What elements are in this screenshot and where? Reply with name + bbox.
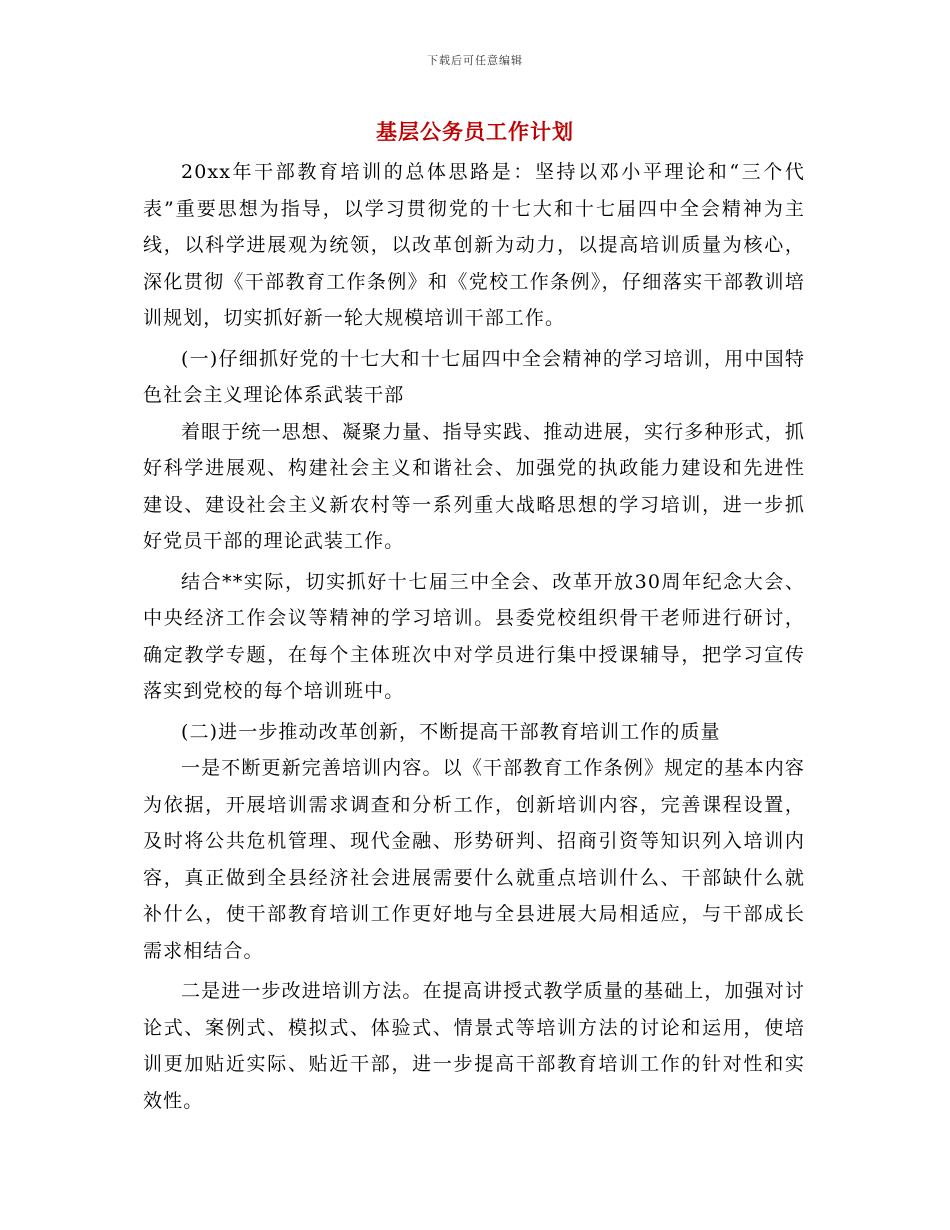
document-body [143, 154, 805, 1119]
paragraph-section-2-item-1: 一是不断更新完善培训内容。以《干部教育工作条例》规定的基本内容为依据，开展培训需求调查和分析工作，创新培训内容，完善课程设置，及时将公共危机管理、现代金融、形势研判、招商引资等知识列入培训内容，真正做到全县经济社会进展需要什么就重点培训什么、干部缺什么就补什么，使干部教育培训工作更好地与全县进展大局相适应，与干部成长需求相结合。 [143, 757, 805, 962]
paragraph-section-1-body: 着眼于统一思想、凝聚力量、指导实践、推动进展，实行多种形式，抓好科学进展观、构建社会主义和谐社会、加强党的执政能力建设和先进性建设、建设社会主义新农村等一系列重大战略思想的学习培训，进一步抓好党员干部的理论武装工作。 [143, 420, 805, 552]
paragraph-section-2-item-2: 二是进一步改进培训方法。在提高讲授式教学质量的基础上，加强对讨论式、案例式、模拟式、体验式、情景式等培训方法的讨论和运用，使培训更加贴近实际、贴近干部，进一步提高干部教育培训工作的针对性和实效性。 [143, 980, 805, 1112]
paragraph-intro: 20xx年干部教育培训的总体思路是：坚持以邓小平理论和“三个代表”重要思想为指导，以学习贯彻党的十七大和十七届四中全会精神为主线，以科学进展观为统领，以改革创新为动力，以提高培训质量为核心，深化贯彻《干部教育工作条例》和《党校工作条例》，仔细落实干部教训培训规划，切实抓好新一轮大规模培训干部工作。 [143, 161, 805, 329]
header-note: 下载后可任意编辑 [427, 54, 523, 67]
paragraph-section-1-detail: 结合**实际，切实抓好十七届三中全会、改革开放30周年纪念大会、中央经济工作会议等精神的学习培训。县委党校组织骨干老师进行研讨，确定教学专题，在每个主体班次中对学员进行集中授课辅导，把学习宣传落实到党校的每个培训班中。 [143, 570, 805, 702]
paragraph-section-1-heading: (一)仔细抓好党的十七大和十七届四中全会精神的学习培训，用中国特色社会主义理论体系武装干部 [143, 347, 805, 406]
document-title: 基层公务员工作计划 [376, 120, 574, 144]
paragraph-section-2-heading: (二)进一步推动改革创新，不断提高干部教育培训工作的质量 [181, 720, 721, 743]
